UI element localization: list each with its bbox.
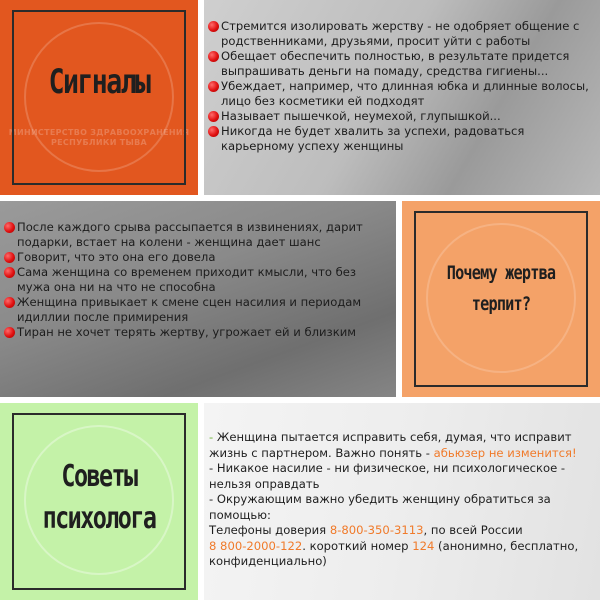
list-item: Убеждает, например, что длинная юбка и длинные волосы, лицо без косметики ей подходят bbox=[208, 79, 596, 109]
hotline-phone-1: 8-800-350-3113 bbox=[329, 523, 424, 537]
red-bullet-icon bbox=[4, 222, 15, 233]
red-bullet-icon bbox=[208, 51, 219, 62]
abuser-warning: абьюзер не изменится! bbox=[433, 445, 577, 460]
advice-heading bbox=[22, 456, 176, 540]
list-item: После каждого срыва рассыпается в извинениях, дарит подарки, встает на колени - женщина дает шанс bbox=[4, 220, 392, 250]
hotline-phone-2: 8 800-2000-122 bbox=[209, 538, 303, 553]
why-heading-line1: Почему жертва bbox=[446, 262, 556, 284]
red-bullet-icon bbox=[4, 297, 15, 308]
signals-title-tile bbox=[0, 0, 198, 195]
why-heading-line2: терпит? bbox=[471, 293, 531, 315]
short-number: 124 bbox=[412, 538, 435, 553]
why-heading bbox=[422, 258, 580, 320]
list-item: Сама женщина со временем приходит кмысли, что без мужа она ни на что не способна bbox=[4, 265, 392, 295]
advice-title-tile bbox=[0, 403, 198, 600]
red-bullet-icon bbox=[208, 111, 219, 122]
red-bullet-icon bbox=[4, 327, 15, 338]
why-list bbox=[4, 220, 392, 340]
red-bullet-icon bbox=[208, 126, 219, 137]
watermark-line1: МИНИСТЕРСТВО ЗДРАВООХРАНЕНИЯ bbox=[8, 128, 190, 137]
advice-heading-line1: Советы bbox=[61, 459, 137, 494]
advice-paragraph-1: - Женщина пытается исправить себя, думая, что исправит жизнь с партнером. Важно понять - абьюзер не изменится! bbox=[209, 430, 577, 460]
red-bullet-icon bbox=[4, 252, 15, 263]
advice-heading-line2: психолога bbox=[42, 501, 156, 536]
advice-paragraph-2: - Никакое насилие - ни физическое, ни психологическое - нельзя оправдать bbox=[209, 461, 566, 491]
red-bullet-icon bbox=[4, 267, 15, 278]
red-bullet-icon bbox=[208, 21, 219, 32]
signals-heading: Сигналы bbox=[48, 62, 150, 102]
list-item: Обещает обеспечить полностью, в результате придется выпрашивать деньги на помаду, средства гигиены... bbox=[208, 49, 596, 79]
advice-body bbox=[209, 430, 597, 570]
signals-list bbox=[208, 19, 596, 154]
list-item: Называет пышечкой, неумехой, глупышкой... bbox=[208, 109, 596, 124]
watermark-line2: РЕСПУБЛИКИ ТЫВА bbox=[50, 138, 148, 147]
list-item: Никогда не будет хвалить за успехи, радоваться карьерному успеху женщины bbox=[208, 124, 596, 154]
advice-paragraph-3: - Окружающим важно убедить женщину обратиться за помощью: bbox=[209, 492, 551, 522]
list-item: Тиран не хочет терять жертву, угрожает ей и близким bbox=[4, 325, 392, 340]
why-title-tile bbox=[402, 201, 600, 397]
hotline-paragraph: Телефоны доверия 8-800-350-3113, по всей России 8 800-2000-122. короткий номер 124 (анонимно, бесплатно, конфиденциально) bbox=[209, 523, 579, 568]
list-item: Говорит, что это она его довела bbox=[4, 250, 392, 265]
list-item: Женщина привыкает к смене сцен насилия и периодам идиллии после примирения bbox=[4, 295, 392, 325]
list-item: Стремится изолировать жерству - не одобряет общение с родственниками, друзьями, просит уйти с работы bbox=[208, 19, 596, 49]
red-bullet-icon bbox=[208, 81, 219, 92]
